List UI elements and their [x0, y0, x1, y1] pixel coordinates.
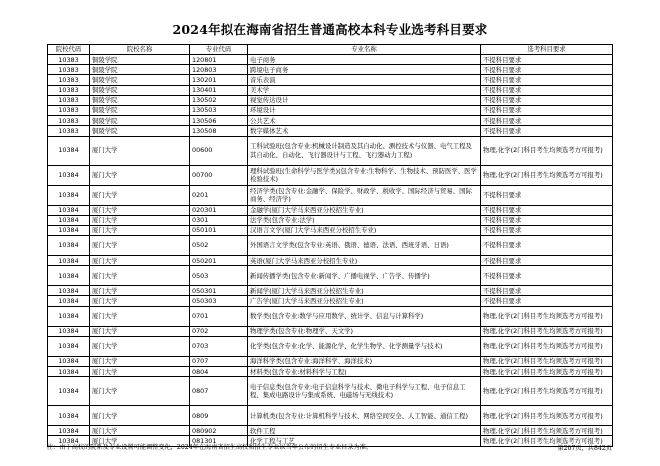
school-name-cell: 铜陵学院: [90, 55, 190, 65]
school-name-cell: 厦门大学: [90, 377, 190, 406]
school-code-cell: 10384: [48, 205, 90, 215]
column-header-school-name: 院校名称: [90, 45, 190, 55]
major-code-cell: 130401: [190, 85, 248, 95]
table-header-row: [48, 45, 613, 55]
major-code-cell: 0503: [190, 266, 248, 286]
table-row: [48, 205, 613, 215]
table-row: [48, 65, 613, 75]
major-code-cell: 050301: [190, 286, 248, 296]
subject-requirement-cell: 不提科目要求: [481, 55, 613, 65]
school-name-cell: 厦门大学: [90, 356, 190, 366]
subject-requirement-cell: 物理,化学(2门科目考生均须选考方可报考): [481, 356, 613, 366]
table-row: [48, 326, 613, 336]
school-name-cell: 铜陵学院: [90, 126, 190, 136]
school-code-cell: 10384: [48, 306, 90, 326]
subject-requirement-cell: 物理,化学(2门科目考生均须选考方可报考): [481, 336, 613, 356]
school-name-cell: 厦门大学: [90, 406, 190, 426]
school-name-cell: 铜陵学院: [90, 85, 190, 95]
table-row: [48, 215, 613, 225]
school-name-cell: 厦门大学: [90, 436, 190, 446]
major-code-cell: 00700: [190, 165, 248, 185]
major-name-cell: 物理学类(包含专业:物理学、天文学): [248, 326, 481, 336]
subject-requirement-cell: 物理,化学(2门科目考生均须选考方可报考): [481, 377, 613, 406]
major-name-cell: 工科试验班(包含专业:机械设计制造及其自动化、测控技术与仪器、电气工程及其自动化、自动化、飞行器设计与工程、飞行器动力工程): [248, 136, 481, 165]
school-code-cell: 10384: [48, 377, 90, 406]
major-name-cell: 汉语言文学(厦门大学马来西亚分校招生专业): [248, 225, 481, 235]
major-code-cell: 120801: [190, 55, 248, 65]
subject-requirement-cell: 不提科目要求: [481, 205, 613, 215]
table-row: [48, 55, 613, 65]
subject-requirement-cell: 不提科目要求: [481, 105, 613, 115]
major-code-cell: 130503: [190, 105, 248, 115]
school-code-cell: 10383: [48, 55, 90, 65]
school-code-cell: 10384: [48, 225, 90, 235]
school-code-cell: 10384: [48, 256, 90, 266]
major-code-cell: 130508: [190, 126, 248, 136]
column-header-major-code: 专业代码: [190, 45, 248, 55]
major-name-cell: 经济学类(包含专业:金融学、保险学、财政学、税收学、国际经济与贸易、国际商务、经济学): [248, 185, 481, 205]
column-header-major-name: 专业名称: [248, 45, 481, 55]
subject-requirement-cell: 不提科目要求: [481, 65, 613, 75]
page-indicator: 第207页，共842页: [557, 445, 612, 452]
school-name-cell: 厦门大学: [90, 205, 190, 215]
school-name-cell: 厦门大学: [90, 336, 190, 356]
table-row: [48, 85, 613, 95]
subject-requirement-cell: 不提科目要求: [481, 266, 613, 286]
major-code-cell: 0703: [190, 336, 248, 356]
table-row: [48, 306, 613, 326]
subject-requirement-cell: 物理,化学(2门科目考生均须选考方可报考): [481, 306, 613, 326]
major-code-cell: 0702: [190, 326, 248, 336]
table-row: [48, 75, 613, 85]
table-row: [48, 296, 613, 306]
school-code-cell: 10384: [48, 165, 90, 185]
major-name-cell: 新闻传播学类(包含专业:新闻学、广播电视学、广告学、传播学): [248, 266, 481, 286]
major-code-cell: 081301: [190, 436, 248, 446]
school-code-cell: 10383: [48, 85, 90, 95]
page-footer: [0, 443, 660, 452]
table-row: [48, 165, 613, 185]
school-code-cell: 10384: [48, 436, 90, 446]
subject-requirement-cell: 不提科目要求: [481, 116, 613, 126]
major-code-cell: 0807: [190, 377, 248, 406]
major-name-cell: 化学类(包含专业:化学、能源化学、化学生物学、化学测量学与技术): [248, 336, 481, 356]
major-name-cell: 电子信息类(包含专业:电子信息科学与技术、微电子科学与工程、电子信息工程、集成电路设计与集成系统、电磁场与无线技术): [248, 377, 481, 406]
school-code-cell: 10384: [48, 406, 90, 426]
major-code-cell: 0502: [190, 236, 248, 256]
column-header-school-code: 院校代码: [48, 45, 90, 55]
major-code-cell: 0809: [190, 406, 248, 426]
school-name-cell: 铜陵学院: [90, 75, 190, 85]
subject-requirement-cell: 不提科目要求: [481, 75, 613, 85]
column-header-subject-req: 选考科目要求: [481, 45, 613, 55]
school-code-cell: 10383: [48, 105, 90, 115]
school-name-cell: 厦门大学: [90, 286, 190, 296]
major-code-cell: 020301: [190, 205, 248, 215]
table-row: [48, 406, 613, 426]
table-row: [48, 225, 613, 235]
table-container: [47, 44, 612, 447]
major-name-cell: 新闻学(厦门大学马来西亚分校招生专业): [248, 286, 481, 296]
major-name-cell: 电子商务: [248, 55, 481, 65]
major-name-cell: 法学类(包含专业:法学): [248, 215, 481, 225]
subject-requirement-cell: 物理,化学(2门科目考生均须选考方可报考): [481, 406, 613, 426]
school-code-cell: 10383: [48, 75, 90, 85]
school-code-cell: 10384: [48, 296, 90, 306]
major-name-cell: 软件工程: [248, 426, 481, 436]
school-code-cell: 10384: [48, 426, 90, 436]
table-row: [48, 236, 613, 256]
school-name-cell: 厦门大学: [90, 306, 190, 326]
school-name-cell: 厦门大学: [90, 225, 190, 235]
major-code-cell: 050201: [190, 256, 248, 266]
table-header: [48, 45, 613, 55]
table-row: [48, 377, 613, 406]
school-name-cell: 厦门大学: [90, 367, 190, 377]
school-name-cell: 厦门大学: [90, 136, 190, 165]
major-name-cell: 理科试验班(生命科学与医学类)(包含专业:生物科学、生物技术、预防医学、医学检验技术): [248, 165, 481, 185]
subject-requirement-cell: 物理,化学(2门科目考生均须选考方可报考): [481, 326, 613, 336]
school-code-cell: 10384: [48, 136, 90, 165]
school-name-cell: 铜陵学院: [90, 95, 190, 105]
school-code-cell: 10384: [48, 286, 90, 296]
school-name-cell: 厦门大学: [90, 185, 190, 205]
major-code-cell: 0201: [190, 185, 248, 205]
table-row: [48, 136, 613, 165]
major-name-cell: 广告学(厦门大学马来西亚分校招生专业): [248, 296, 481, 306]
major-code-cell: 050101: [190, 225, 248, 235]
subject-requirement-cell: 不提科目要求: [481, 296, 613, 306]
school-code-cell: 10383: [48, 126, 90, 136]
school-name-cell: 厦门大学: [90, 426, 190, 436]
table-body: [48, 55, 613, 447]
school-code-cell: 10384: [48, 236, 90, 256]
table-row: [48, 426, 613, 436]
table-row: [48, 126, 613, 136]
major-name-cell: 数字媒体艺术: [248, 126, 481, 136]
major-name-cell: 环境设计: [248, 105, 481, 115]
major-name-cell: 化学工程与工艺: [248, 436, 481, 446]
school-code-cell: 10383: [48, 95, 90, 105]
subject-requirement-table: [47, 44, 613, 447]
school-name-cell: 厦门大学: [90, 326, 190, 336]
major-name-cell: 音乐表演: [248, 75, 481, 85]
subject-requirement-cell: 物理,化学(2门科目考生均须选考方可报考): [481, 165, 613, 185]
subject-requirement-cell: 物理,化学(2门科目考生均须选考方可报考): [481, 426, 613, 436]
table-row: [48, 336, 613, 356]
major-name-cell: 海洋科学类(包含专业:海洋科学、海洋技术): [248, 356, 481, 366]
school-name-cell: 铜陵学院: [90, 105, 190, 115]
major-code-cell: 080902: [190, 426, 248, 436]
school-code-cell: 10384: [48, 367, 90, 377]
subject-requirement-cell: 不提科目要求: [481, 126, 613, 136]
major-code-cell: 130506: [190, 116, 248, 126]
school-code-cell: 10384: [48, 185, 90, 205]
major-name-cell: 金融学(厦门大学马来西亚分校招生专业): [248, 205, 481, 215]
major-name-cell: 公共艺术: [248, 116, 481, 126]
school-name-cell: 厦门大学: [90, 165, 190, 185]
subject-requirement-cell: 不提科目要求: [481, 215, 613, 225]
table-row: [48, 185, 613, 205]
school-code-cell: 10384: [48, 356, 90, 366]
major-code-cell: 120803: [190, 65, 248, 75]
major-code-cell: 050303: [190, 296, 248, 306]
school-code-cell: 10384: [48, 326, 90, 336]
subject-requirement-cell: 不提科目要求: [481, 95, 613, 105]
school-name-cell: 铜陵学院: [90, 116, 190, 126]
subject-requirement-cell: 物理,化学(2门科目考生均须选考方可报考): [481, 136, 613, 165]
major-code-cell: 0707: [190, 356, 248, 366]
school-name-cell: 厦门大学: [90, 296, 190, 306]
subject-requirement-cell: 不提科目要求: [481, 185, 613, 205]
school-name-cell: 铜陵学院: [90, 65, 190, 75]
major-name-cell: 英语(厦门大学马来西亚分校招生专业): [248, 256, 481, 266]
school-code-cell: 10384: [48, 266, 90, 286]
major-code-cell: 130502: [190, 95, 248, 105]
school-name-cell: 厦门大学: [90, 236, 190, 256]
footer-note: 注：由于高校的院系及专业设置可能调整变化，2024年在海南省招生高校和招生专业以当年公布的招生专业目录为准。: [47, 443, 373, 451]
major-code-cell: 00600: [190, 136, 248, 165]
major-name-cell: 计算机类(包含专业:计算机科学与技术、网络空间安全、人工智能、通信工程): [248, 406, 481, 426]
school-code-cell: 10384: [48, 215, 90, 225]
school-code-cell: 10383: [48, 65, 90, 75]
major-name-cell: 跨境电子商务: [248, 65, 481, 75]
major-name-cell: 外国语言文学类(包含专业:英语、俄语、德语、法语、西班牙语、日语): [248, 236, 481, 256]
major-name-cell: 美术学: [248, 85, 481, 95]
major-code-cell: 0804: [190, 367, 248, 377]
subject-requirement-cell: 不提科目要求: [481, 236, 613, 256]
subject-requirement-cell: 不提科目要求: [481, 256, 613, 266]
major-code-cell: 130201: [190, 75, 248, 85]
table-row: [48, 356, 613, 366]
table-row: [48, 116, 613, 126]
table-row: [48, 266, 613, 286]
major-code-cell: 0701: [190, 306, 248, 326]
school-code-cell: 10384: [48, 336, 90, 356]
subject-requirement-cell: 不提科目要求: [481, 85, 613, 95]
major-name-cell: 材料类(包含专业:材料科学与工程): [248, 367, 481, 377]
school-name-cell: 厦门大学: [90, 266, 190, 286]
subject-requirement-cell: 不提科目要求: [481, 225, 613, 235]
table-row: [48, 95, 613, 105]
table-row: [48, 256, 613, 266]
table-row: [48, 105, 613, 115]
table-row: [48, 367, 613, 377]
subject-requirement-cell: 物理,化学(2门科目考生均须选考方可报考): [481, 367, 613, 377]
subject-requirement-cell: 不提科目要求: [481, 286, 613, 296]
major-code-cell: 0301: [190, 215, 248, 225]
major-name-cell: 视觉传达设计: [248, 95, 481, 105]
school-name-cell: 厦门大学: [90, 256, 190, 266]
table-row: [48, 286, 613, 296]
page-title: 2024年拟在海南省招生普通高校本科专业选考科目要求: [172, 22, 488, 37]
school-name-cell: 厦门大学: [90, 215, 190, 225]
major-name-cell: 数学类(包含专业:数学与应用数学、统计学、信息与计算科学): [248, 306, 481, 326]
school-code-cell: 10383: [48, 116, 90, 126]
subject-requirement-cell: 物理,化学(2门科目考生均须选考方可报考): [481, 436, 613, 446]
